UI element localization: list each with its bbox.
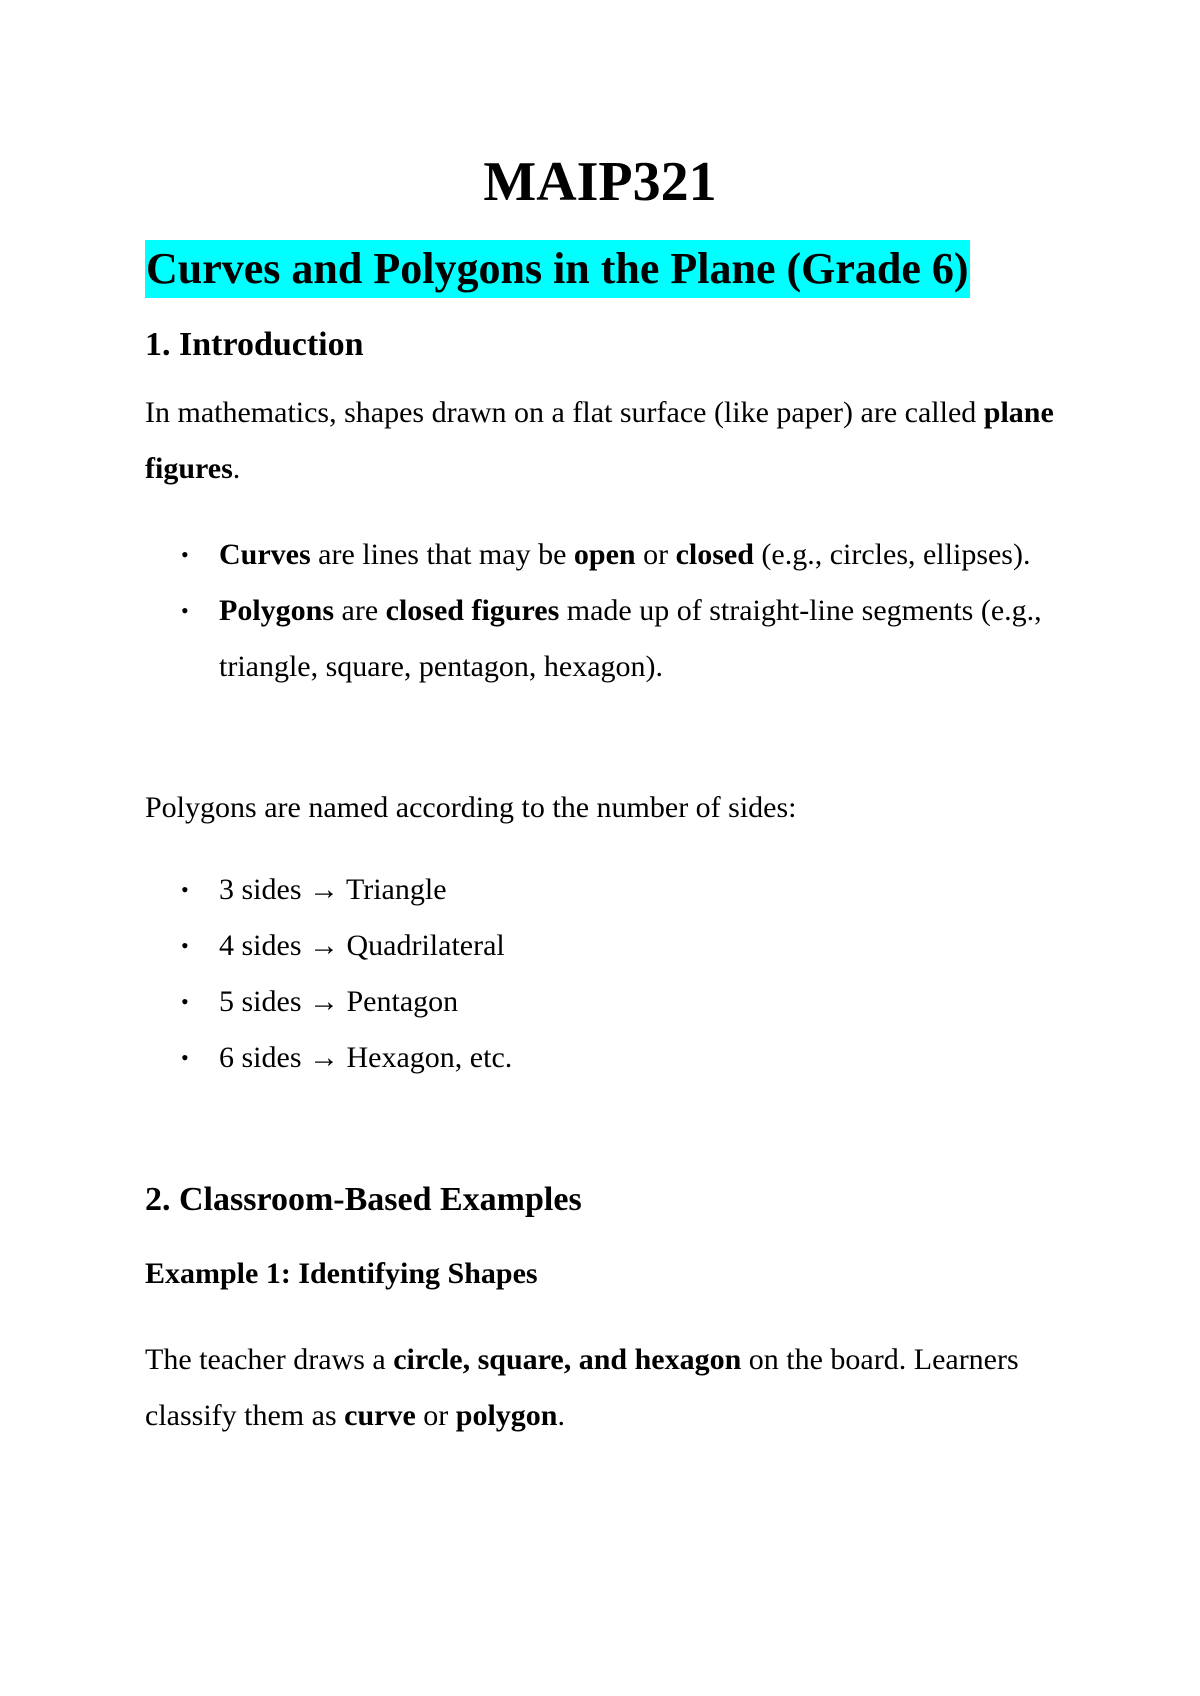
intro-paragraph (145, 385, 1075, 497)
bullet-icon: • (181, 877, 189, 902)
curves-text-1: are lines that may be (310, 538, 574, 571)
course-code: MAIP321 (483, 151, 717, 213)
document-title: Curves and Polygons in the Plane (Grade 6) (145, 240, 970, 298)
example-bold-shapes: circle, square, and hexagon (393, 1343, 742, 1376)
intro-text-1: In mathematics, shapes drawn on a flat surface (like paper) are called (145, 396, 984, 429)
polygons-term: Polygons (219, 594, 335, 627)
naming-item-pentagon: 5 sides → Pentagon (219, 985, 459, 1018)
bullet-icon: • (181, 542, 189, 567)
section-heading-introduction: 1. Introduction (145, 326, 364, 363)
curves-term-open: open (573, 538, 636, 571)
list-item (145, 974, 1075, 1030)
curves-term: Curves (219, 538, 311, 571)
example-text-3: or (415, 1399, 456, 1432)
polygon-naming-list (145, 862, 1075, 1086)
example-1-paragraph (145, 1332, 1075, 1444)
list-item-curves (145, 527, 1075, 583)
list-item (145, 1030, 1075, 1086)
intro-bold-plane-figures: plane figures (145, 396, 1054, 485)
example-bold-curve: curve (344, 1399, 416, 1432)
naming-item-hexagon: 6 sides → Hexagon, etc. (219, 1041, 513, 1074)
polygons-term-closed-figures: closed figures (385, 594, 560, 627)
title-wrap (145, 240, 970, 298)
curves-text-3: (e.g., circles, ellipses). (753, 538, 1031, 571)
intro-text-2: . (232, 452, 241, 485)
polygons-text-2: made up of straight-line segments (e.g., triangle, square, pentagon, hexagon). (219, 594, 1042, 683)
bullet-icon: • (181, 933, 189, 958)
example-text-1: The teacher draws a (145, 1343, 394, 1376)
naming-item-triangle: 3 sides → Triangle (219, 873, 447, 906)
list-item (145, 862, 1075, 918)
list-item (145, 918, 1075, 974)
definition-list (145, 527, 1075, 695)
bullet-icon: • (181, 598, 189, 623)
example-text-2: on the board. Learners classify them as (145, 1343, 1019, 1432)
example-1-heading: Example 1: Identifying Shapes (145, 1257, 538, 1290)
bullet-icon: • (181, 1045, 189, 1070)
naming-item-quadrilateral: 4 sides → Quadrilateral (219, 929, 505, 962)
list-item-polygons (145, 583, 1075, 695)
naming-intro: Polygons are named according to the number of sides: (145, 791, 797, 824)
example-bold-polygon: polygon (455, 1399, 558, 1432)
curves-text-2: or (635, 538, 676, 571)
bullet-icon: • (181, 989, 189, 1014)
example-text-4: . (557, 1399, 565, 1432)
polygons-text-1: are (334, 594, 386, 627)
curves-term-closed: closed (675, 538, 754, 571)
section-heading-classroom-examples: 2. Classroom-Based Examples (145, 1181, 582, 1218)
